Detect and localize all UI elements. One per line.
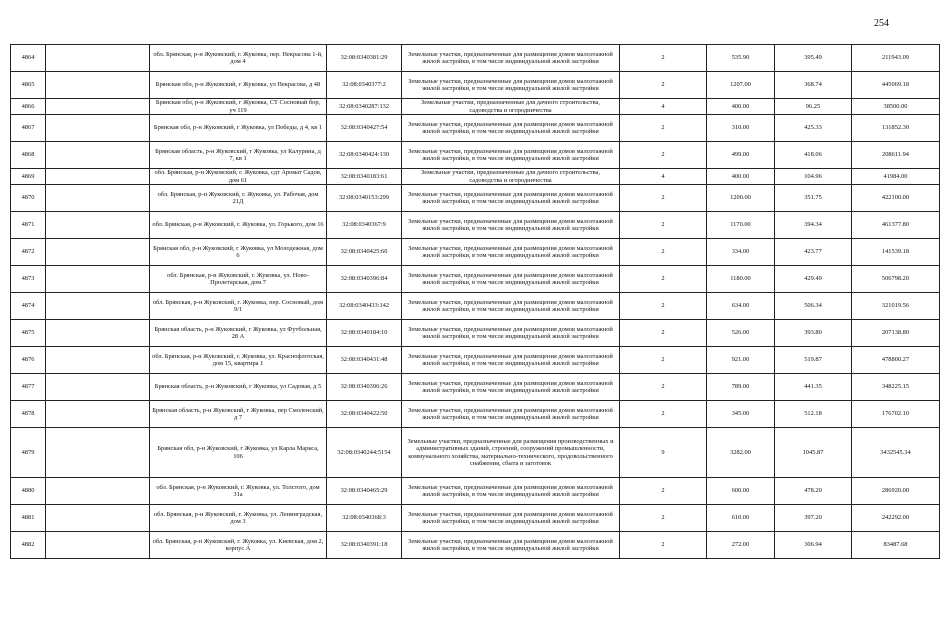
row-number-cell: 4868	[11, 142, 46, 169]
land-use-cell: Земельные участки, предназначенные для размещения домов малоэтажной жилой застройки, в том числе индивидуальной жилой застройки	[402, 45, 620, 72]
table-row	[11, 293, 940, 320]
area-cell: 535.90	[707, 45, 775, 72]
blank-cell	[46, 374, 150, 401]
cadastral-number-cell: 32:08:0340184:10	[327, 320, 402, 347]
row-number-cell: 4874	[11, 293, 46, 320]
specific-value-cell: 1045.87	[775, 428, 852, 478]
blank-cell	[46, 72, 150, 99]
use-group-cell: 2	[620, 45, 707, 72]
cadastral-number-cell: 32:08:0340427:54	[327, 115, 402, 142]
area-cell: 526.00	[707, 320, 775, 347]
specific-value-cell: 397.20	[775, 505, 852, 532]
cadastral-value-cell: 211943.09	[852, 45, 940, 72]
cadastral-value-cell: 41984.00	[852, 169, 940, 185]
use-group-cell: 2	[620, 115, 707, 142]
land-use-cell: Земельные участки, предназначенные для размещения домов малоэтажной жилой застройки, в том числе индивидуальной жилой застройки	[402, 505, 620, 532]
table-row	[11, 266, 940, 293]
cadastral-number-cell: 32:08:0340287:132	[327, 99, 402, 115]
cadastral-number-cell: 32:08:0340431:48	[327, 347, 402, 374]
table-row	[11, 428, 940, 478]
blank-cell	[46, 142, 150, 169]
cadastral-value-cell: 321019.56	[852, 293, 940, 320]
table-row	[11, 505, 940, 532]
table-row	[11, 99, 940, 115]
row-number-cell: 4869	[11, 169, 46, 185]
land-use-cell: Земельные участки, предназначенные для размещения домов малоэтажной жилой застройки, в том числе индивидуальной жилой застройки	[402, 320, 620, 347]
area-cell: 1207.00	[707, 72, 775, 99]
land-use-cell: Земельные участки, предназначенные для размещения домов малоэтажной жилой застройки, в том числе индивидуальной жилой застройки	[402, 239, 620, 266]
area-cell: 272.00	[707, 532, 775, 559]
use-group-cell: 2	[620, 320, 707, 347]
address-cell: обл. Брянская, р-н Жуковский, г. Жуковка, пер. Сосновый, дом 9/1	[150, 293, 327, 320]
address-cell: обл. Брянская, р-н Жуковский, г. Жуковка, ул. Горького, дом 16	[150, 212, 327, 239]
land-use-cell: Земельные участки, предназначенные для размещения домов малоэтажной жилой застройки, в том числе индивидуальной жилой застройки	[402, 142, 620, 169]
row-number-cell: 4873	[11, 266, 46, 293]
address-cell: Брянская область, р-н Жуковский, г Жуковка, ул Садовая, д 5	[150, 374, 327, 401]
land-use-cell: Земельные участки, предназначенные для размещения домов малоэтажной жилой застройки, в том числе индивидуальной жилой застройки	[402, 115, 620, 142]
use-group-cell: 2	[620, 185, 707, 212]
blank-cell	[46, 478, 150, 505]
address-cell: Брянская область, р-н Жуковский, г Жуковка, пер Смоленский, д 7	[150, 401, 327, 428]
cadastral-number-cell: 32:08:0340377:2	[327, 72, 402, 99]
blank-cell	[46, 320, 150, 347]
address-cell: обл. Брянская, р-н Жуковский, г. Жуковка, ул. Ново-Пролетарская, дом 7	[150, 266, 327, 293]
cadastral-number-cell: 32:08:0340381:29	[327, 45, 402, 72]
blank-cell	[46, 169, 150, 185]
cadastral-value-cell: 286920.00	[852, 478, 940, 505]
table-row	[11, 45, 940, 72]
row-number-cell: 4877	[11, 374, 46, 401]
specific-value-cell: 306.94	[775, 532, 852, 559]
area-cell: 400.00	[707, 169, 775, 185]
cadastral-value-cell: 242292.00	[852, 505, 940, 532]
land-use-cell: Земельные участки, предназначенные для размещения производственных и административных зданий, строений, сооружений промышленности, коммунального хозяйства, материально-технического, продовольственного снабжения, сбыта и заготовок	[402, 428, 620, 478]
use-group-cell: 2	[620, 293, 707, 320]
table-row	[11, 185, 940, 212]
area-cell: 634.00	[707, 293, 775, 320]
use-group-cell: 2	[620, 142, 707, 169]
row-number-cell: 4881	[11, 505, 46, 532]
land-use-cell: Земельные участки, предназначенные для размещения домов малоэтажной жилой застройки, в том числе индивидуальной жилой застройки	[402, 347, 620, 374]
address-cell: обл. Брянская, р-н Жуковский, г. Жуковка, ул. Киевская, дом 2, корпус А	[150, 532, 327, 559]
cadastral-value-cell: 348225.15	[852, 374, 940, 401]
land-use-cell: Земельные участки, предназначенные для размещения домов малоэтажной жилой застройки, в том числе индивидуальной жилой застройки	[402, 374, 620, 401]
blank-cell	[46, 505, 150, 532]
blank-cell	[46, 401, 150, 428]
row-number-cell: 4876	[11, 347, 46, 374]
use-group-cell: 2	[620, 347, 707, 374]
specific-value-cell: 104.96	[775, 169, 852, 185]
cadastral-number-cell: 32:08:0340368:3	[327, 505, 402, 532]
row-number-cell: 4880	[11, 478, 46, 505]
blank-cell	[46, 428, 150, 478]
area-cell: 310.00	[707, 115, 775, 142]
table-row	[11, 239, 940, 266]
use-group-cell: 2	[620, 505, 707, 532]
row-number-cell: 4866	[11, 99, 46, 115]
specific-value-cell: 429.49	[775, 266, 852, 293]
blank-cell	[46, 115, 150, 142]
row-number-cell: 4875	[11, 320, 46, 347]
use-group-cell: 9	[620, 428, 707, 478]
blank-cell	[46, 293, 150, 320]
area-cell: 334.00	[707, 239, 775, 266]
area-cell: 3282.00	[707, 428, 775, 478]
row-number-cell: 4864	[11, 45, 46, 72]
blank-cell	[46, 532, 150, 559]
cadastral-number-cell: 32:08:0340183:61	[327, 169, 402, 185]
area-cell: 600.00	[707, 478, 775, 505]
row-number-cell: 4878	[11, 401, 46, 428]
land-use-cell: Земельные участки, предназначенные для дачного строительства, садоводства и огородничества	[402, 99, 620, 115]
address-cell: обл. Брянская, р-н Жуковский, г. Жуковка, ул. Рабочая, дом 21Д	[150, 185, 327, 212]
area-cell: 1200.00	[707, 185, 775, 212]
land-use-cell: Земельные участки, предназначенные для размещения домов малоэтажной жилой застройки, в том числе индивидуальной жилой застройки	[402, 532, 620, 559]
area-cell: 400.00	[707, 99, 775, 115]
table-row	[11, 320, 940, 347]
table-row	[11, 212, 940, 239]
use-group-cell: 2	[620, 478, 707, 505]
area-cell: 789.00	[707, 374, 775, 401]
table-body	[11, 45, 940, 559]
page-number: 254	[874, 18, 889, 29]
blank-cell	[46, 45, 150, 72]
cadastral-value-cell: 141539.18	[852, 239, 940, 266]
specific-value-cell: 368.74	[775, 72, 852, 99]
blank-cell	[46, 239, 150, 266]
table-row	[11, 72, 940, 99]
address-cell: обл. Брянская, р-н Жуковский, г. Жуковка, ул. Толстого, дом 31а	[150, 478, 327, 505]
cadastral-value-cell: 83487.68	[852, 532, 940, 559]
table-row	[11, 401, 940, 428]
cadastral-value-cell: 3432545.34	[852, 428, 940, 478]
land-use-cell: Земельные участки, предназначенные для размещения домов малоэтажной жилой застройки, в том числе индивидуальной жилой застройки	[402, 72, 620, 99]
row-number-cell: 4872	[11, 239, 46, 266]
specific-value-cell: 423.77	[775, 239, 852, 266]
use-group-cell: 4	[620, 99, 707, 115]
area-cell: 499.00	[707, 142, 775, 169]
cadastral-value-cell: 207138.80	[852, 320, 940, 347]
land-use-cell: Земельные участки, предназначенные для размещения домов малоэтажной жилой застройки, в том числе индивидуальной жилой застройки	[402, 185, 620, 212]
specific-value-cell: 96.25	[775, 99, 852, 115]
row-number-cell: 4870	[11, 185, 46, 212]
cadastral-value-cell: 506798.20	[852, 266, 940, 293]
table-row	[11, 532, 940, 559]
specific-value-cell: 478.20	[775, 478, 852, 505]
cadastral-value-cell: 461377.80	[852, 212, 940, 239]
address-cell: Брянская обл, р-н Жуковский, г Жуковка, ул Молодежная, дом 6	[150, 239, 327, 266]
specific-value-cell: 441.35	[775, 374, 852, 401]
row-number-cell: 4871	[11, 212, 46, 239]
table-row	[11, 478, 940, 505]
specific-value-cell: 393.80	[775, 320, 852, 347]
specific-value-cell: 418.06	[775, 142, 852, 169]
address-cell: Брянская обл, р-н Жуковский, г Жуковка, СТ Сосновый бор, уч 119	[150, 99, 327, 115]
use-group-cell: 2	[620, 72, 707, 99]
table-row	[11, 374, 940, 401]
address-cell: Брянская область, р-н Жуковский, г Жуковка, ул Футбольная, 28 А	[150, 320, 327, 347]
address-cell: обл. Брянская, р-н Жуковский, г. Жуковка, сдт Аромат Садов, дом 61	[150, 169, 327, 185]
blank-cell	[46, 266, 150, 293]
blank-cell	[46, 347, 150, 374]
use-group-cell: 2	[620, 239, 707, 266]
row-number-cell: 4879	[11, 428, 46, 478]
specific-value-cell: 519.87	[775, 347, 852, 374]
use-group-cell: 2	[620, 374, 707, 401]
area-cell: 921.00	[707, 347, 775, 374]
land-use-cell: Земельные участки, предназначенные для размещения домов малоэтажной жилой застройки, в том числе индивидуальной жилой застройки	[402, 293, 620, 320]
row-number-cell: 4867	[11, 115, 46, 142]
specific-value-cell: 512.18	[775, 401, 852, 428]
address-cell: Брянская обл, р-н Жуковский, г Жуковка, ул Карла Маркса, 106	[150, 428, 327, 478]
area-cell: 610.00	[707, 505, 775, 532]
use-group-cell: 2	[620, 532, 707, 559]
row-number-cell: 4882	[11, 532, 46, 559]
cadastral-value-cell: 478800.27	[852, 347, 940, 374]
cadastral-value-cell: 176702.10	[852, 401, 940, 428]
land-use-cell: Земельные участки, предназначенные для дачного строительства, садоводства и огородничества	[402, 169, 620, 185]
cadastral-number-cell: 32:08:0340433:142	[327, 293, 402, 320]
row-number-cell: 4865	[11, 72, 46, 99]
area-cell: 345.00	[707, 401, 775, 428]
use-group-cell: 2	[620, 401, 707, 428]
use-group-cell: 2	[620, 212, 707, 239]
cadastral-value-cell: 208611.94	[852, 142, 940, 169]
area-cell: 1180.00	[707, 266, 775, 293]
cadastral-number-cell: 32:08:0340465:29	[327, 478, 402, 505]
table-row	[11, 142, 940, 169]
cadastral-number-cell: 32:08:0340425:60	[327, 239, 402, 266]
land-use-cell: Земельные участки, предназначенные для размещения домов малоэтажной жилой застройки, в том числе индивидуальной жилой застройки	[402, 401, 620, 428]
cadastral-number-cell: 32:08:0340396:26	[327, 374, 402, 401]
cadastral-value-cell: 38500.00	[852, 99, 940, 115]
address-cell: Брянская обл, р-н Жуковский, г Жуковка, ул Некрасова, д 48	[150, 72, 327, 99]
address-cell: обл. Брянская, р-н Жуковский, г. Жуковка, ул. Краснофлотская, дом 15, квартира 1	[150, 347, 327, 374]
cadastral-number-cell: 32:08:0340396:84	[327, 266, 402, 293]
blank-cell	[46, 99, 150, 115]
specific-value-cell: 394.34	[775, 212, 852, 239]
cadastral-number-cell: 32:08:0340391:18	[327, 532, 402, 559]
land-use-cell: Земельные участки, предназначенные для размещения домов малоэтажной жилой застройки, в том числе индивидуальной жилой застройки	[402, 478, 620, 505]
cadastral-value-cell: 131852.30	[852, 115, 940, 142]
table-row	[11, 347, 940, 374]
cadastral-value-cell: 445069.18	[852, 72, 940, 99]
address-cell: обл. Брянская, р-н Жуковский, г. Жуковка, пер. Некрасова 1-й, дом 4	[150, 45, 327, 72]
cadastral-number-cell: 32:08:0340422:50	[327, 401, 402, 428]
specific-value-cell: 351.75	[775, 185, 852, 212]
blank-cell	[46, 212, 150, 239]
address-cell: обл. Брянская, р-н Жуковский, г. Жуковка, ул. Ленинградская, дом 3	[150, 505, 327, 532]
specific-value-cell: 395.49	[775, 45, 852, 72]
table-row	[11, 115, 940, 142]
land-use-cell: Земельные участки, предназначенные для размещения домов малоэтажной жилой застройки, в том числе индивидуальной жилой застройки	[402, 212, 620, 239]
land-registry-table	[10, 44, 940, 559]
use-group-cell: 2	[620, 266, 707, 293]
cadastral-number-cell: 32:08:0340367:9	[327, 212, 402, 239]
blank-cell	[46, 185, 150, 212]
cadastral-number-cell: 32:08:0340244:5154	[327, 428, 402, 478]
cadastral-value-cell: 422100.00	[852, 185, 940, 212]
table-row	[11, 169, 940, 185]
address-cell: Брянская обл, р-н Жуковский, г Жуковка, ул Победы, д 4, кв 1	[150, 115, 327, 142]
cadastral-number-cell: 32:08:0340153:299	[327, 185, 402, 212]
specific-value-cell: 425.33	[775, 115, 852, 142]
land-use-cell: Земельные участки, предназначенные для размещения домов малоэтажной жилой застройки, в том числе индивидуальной жилой застройки	[402, 266, 620, 293]
cadastral-number-cell: 32:08:0340424:130	[327, 142, 402, 169]
use-group-cell: 4	[620, 169, 707, 185]
specific-value-cell: 506.34	[775, 293, 852, 320]
address-cell: Брянская область, р-н Жуковский, г Жуковка, ул Калурина, д 7, кв 1	[150, 142, 327, 169]
area-cell: 1170.00	[707, 212, 775, 239]
